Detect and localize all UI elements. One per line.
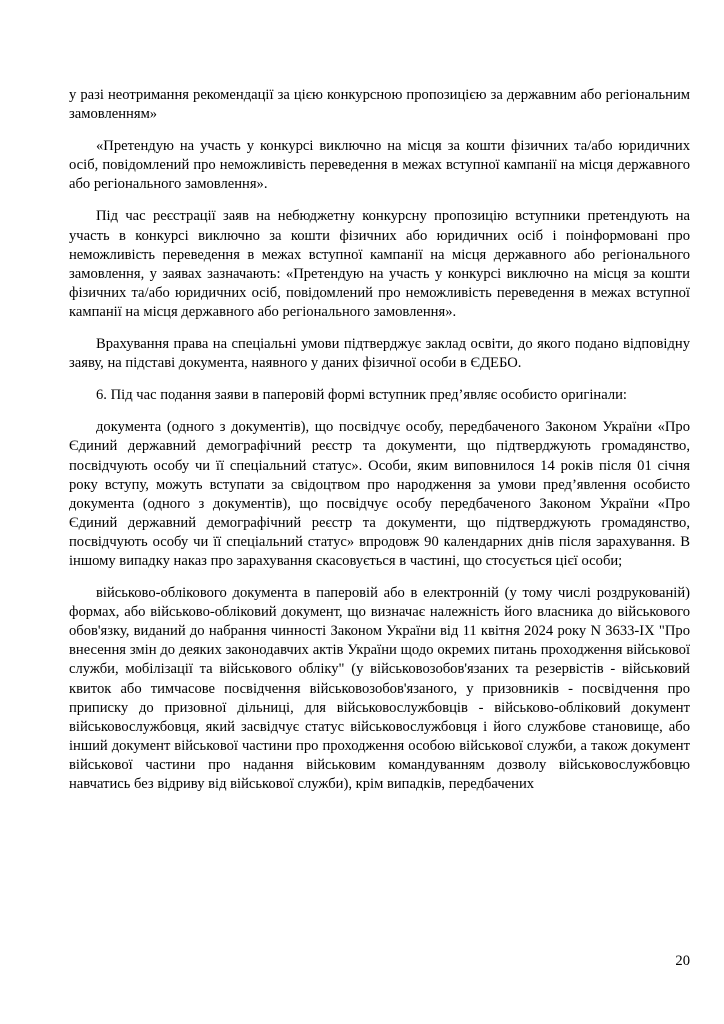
paragraph-quote-claim: «Претендую на участь у конкурсі виключно на місця за кошти фізичних та/або юридичних осіб, повідомлений про неможливість переведення в межах вступної кампанії на місця державного або регіонального замовлення».: [69, 138, 690, 193]
paragraph-continuation: у разі неотримання рекомендації за цією конкурсною пропозицією за державним або регіональним замовленням»: [69, 87, 690, 123]
document-body: [69, 86, 690, 807]
paragraph-registration: Під час реєстрації заяв на небюджетну конкурсну пропозицію вступники претендують на участь в конкурсі виключно за кошти фізичних або юридичних осіб і поінформовані про неможливість переведення в межах вступної кампанії на місця державного або регіонального замовлення, у заявах зазначають: «Претендую на участь у конкурсі виключно на місця за кошти фізичних та/або юридичних осіб, повідомлений про неможливість переведення в межах вступної кампанії на місця державного або регіонального замовлення».: [69, 208, 690, 320]
paragraph-military-document: військово-облікового документа в паперовій або в електронній (у тому числі роздрукованій) формах, або військово-обліковий документ, що визначає належність його власника до військового обов'язку, виданий до набрання чинності Законом України від 11 квітня 2024 року N 3633-IX "Про внесення змін до деяких законодавчих актів України щодо окремих питань проходження військової служби, мобілізації та військового обліку" (у військовозобов'язаних та резервістів - військовий квиток або тимчасове посвідчення військовозобов'язаного, у призовників - посвідчення про приписку до призовної дільниці, для військовослужбовців - військово-обліковий документ військовослужбовця, який засвідчує статус військовослужбовця і його службове становище, або інший документ військової частини про проходження особою військової служби, а також документ військової частини про надання військовим командуванням дозволу військовослужбовцю навчатись без відриву від військової служби), крім випадків, передбачених: [69, 585, 690, 792]
page-number: 20: [675, 953, 690, 969]
paragraph-identity-document: документа (одного з документів), що посвідчує особу, передбаченого Законом України «Про Єдиний державний демографічний реєстр та документи, що підтверджують громадянство, посвідчують особу чи її спеціальний статус». Особи, яким виповнилося 14 років після 01 січня року вступу, можуть вступати за свідоцтвом про народження за умови пред’явлення особисто документа (одного з документів), що посвідчує особу передбаченого Законом України «Про Єдиний державний демографічний реєстр та документи, що підтверджують громадянство, посвідчують особу чи її спеціальний статус» впродовж 90 календарних днів після зарахування. В іншому випадку наказ про зарахування скасовується в частині, що стосується цієї особи;: [69, 419, 690, 569]
paragraph-item-6: 6. Під час подання заяви в паперовій формі вступник пред’являє особисто оригінали:: [96, 387, 627, 404]
paragraph-special-conditions: Врахування права на спеціальні умови підтверджує заклад освіти, до якого подано відповідну заяву, на підставі документа, наявного у даних фізичної особи в ЄДЕБО.: [69, 336, 690, 372]
